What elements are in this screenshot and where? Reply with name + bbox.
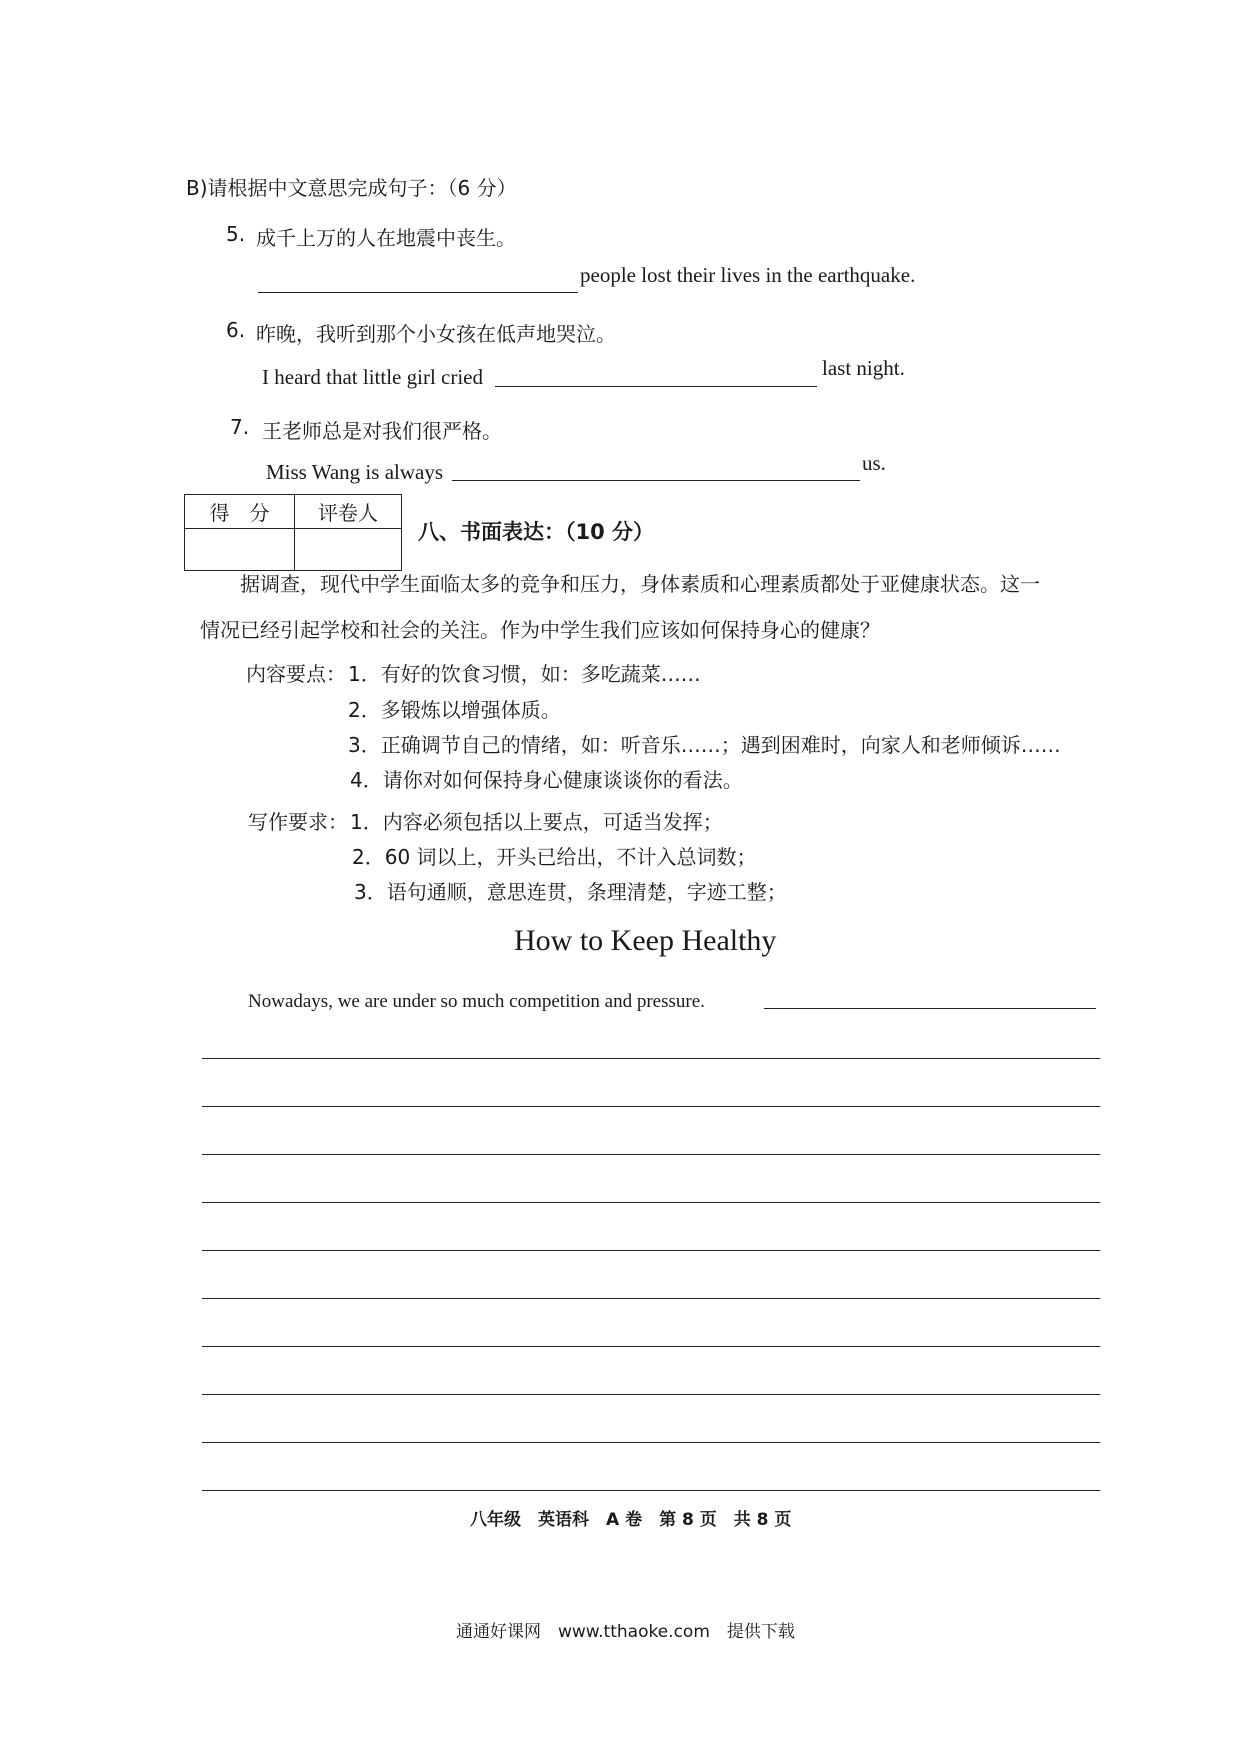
grader-label: 评卷人 [295, 495, 401, 529]
item-6-blank[interactable] [495, 386, 817, 387]
item-5-english: people lost their lives in the earthquake. [580, 263, 916, 287]
content-points-label: 内容要点： [246, 662, 346, 686]
item-6-number: 6. [226, 318, 246, 342]
prompt-line-2: 情况已经引起学校和社会的关注。作为中学生我们应该如何保持身心的健康？ [200, 618, 880, 642]
item-5-chinese: 成千上万的人在地震中丧生。 [256, 226, 516, 250]
section-8-heading: 八、书面表达：（10 分） [418, 520, 655, 544]
writing-line-2[interactable] [202, 1058, 1100, 1059]
writing-line-3[interactable] [202, 1106, 1100, 1107]
writing-line-5[interactable] [202, 1202, 1100, 1203]
grader-cell[interactable] [295, 529, 401, 570]
item-6-english-after: last night. [822, 356, 905, 380]
writing-req-1: 1．内容必须包括以上要点，可适当发挥； [350, 810, 723, 834]
writing-line-10[interactable] [202, 1442, 1100, 1443]
essay-opening: Nowadays, we are under so much competition and pressure. [248, 991, 705, 1012]
item-5-blank[interactable] [258, 292, 578, 293]
score-box [184, 494, 402, 571]
essay-title: How to Keep Healthy [514, 924, 777, 957]
writing-req-2: 2．60 词以上，开头已给出，不计入总词数； [352, 845, 757, 869]
writing-line-7[interactable] [202, 1298, 1100, 1299]
score-cell[interactable] [185, 529, 295, 570]
writing-line-11[interactable] [202, 1490, 1100, 1491]
item-7-english-after: us. [862, 451, 886, 475]
content-point-4: 4．请你对如何保持身心健康谈谈你的看法。 [350, 768, 743, 792]
watermark-text: 通通好课网 www.tthaoke.com 提供下载 [456, 1622, 795, 1642]
prompt-line-1: 据调查，现代中学生面临太多的竞争和压力，身体素质和心理素质都处于亚健康状态。这一 [240, 572, 1040, 596]
item-7-number: 7. [230, 415, 250, 439]
content-point-3: 3．正确调节自己的情绪，如：听音乐……；遇到困难时，向家人和老师倾诉…… [348, 733, 1061, 757]
writing-line-1[interactable] [764, 1008, 1096, 1009]
writing-line-6[interactable] [202, 1250, 1100, 1251]
writing-line-4[interactable] [202, 1154, 1100, 1155]
writing-req-label: 写作要求： [248, 810, 348, 834]
content-point-2: 2．多锻炼以增强体质。 [348, 698, 561, 722]
item-5-number: 5. [226, 222, 246, 246]
writing-req-3: 3．语句通顺，意思连贯，条理清楚，字迹工整； [354, 880, 787, 904]
item-7-blank[interactable] [452, 480, 860, 481]
writing-line-8[interactable] [202, 1346, 1100, 1347]
item-7-chinese: 王老师总是对我们很严格。 [262, 419, 502, 443]
item-6-english-before: I heard that little girl cried [262, 365, 483, 389]
writing-line-9[interactable] [202, 1394, 1100, 1395]
section-b-heading: B)请根据中文意思完成句子：（6 分） [186, 176, 517, 200]
item-7-english-before: Miss Wang is always [266, 460, 444, 484]
page-footer: 八年级 英语科 A 卷 第 8 页 共 8 页 [470, 1510, 792, 1530]
score-label: 得 分 [185, 495, 295, 529]
item-6-chinese: 昨晚，我听到那个小女孩在低声地哭泣。 [256, 322, 616, 346]
content-point-1: 1．有好的饮食习惯，如：多吃蔬菜…… [348, 662, 701, 686]
